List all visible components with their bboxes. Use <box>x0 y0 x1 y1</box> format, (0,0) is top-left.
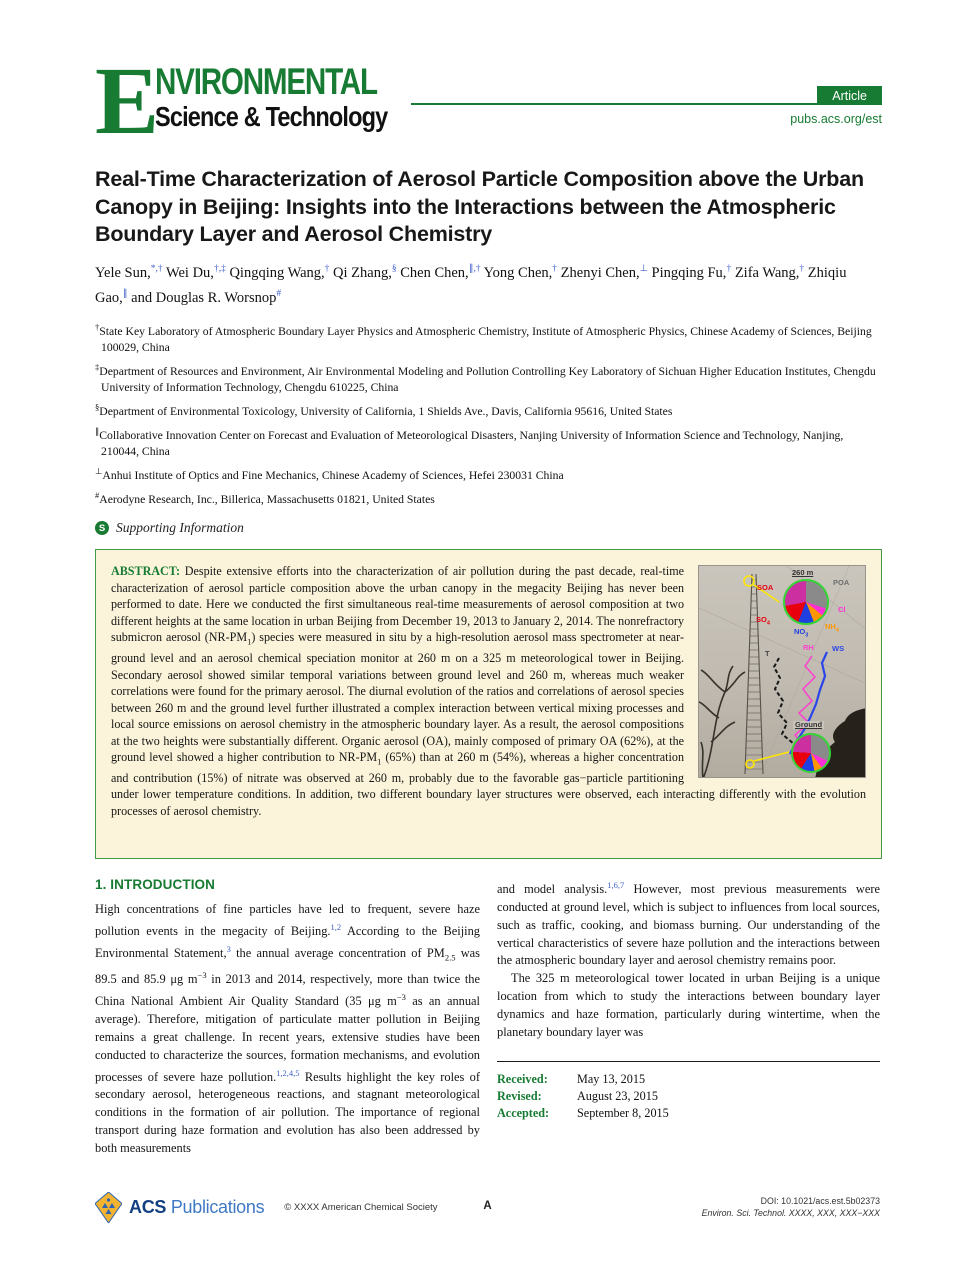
header <box>95 47 882 154</box>
tower-top-marker <box>744 576 754 586</box>
header-right <box>411 58 882 126</box>
doi-text: DOI: 10.1021/acs.est.5b02373 <box>760 1196 880 1206</box>
article-dates <box>497 1061 880 1122</box>
page-title: Real-Time Characterization of Aerosol Particle Composition above the Urban Canopy in Beijing: Insights into the Interactions between the Atmospheric Boundary Layer and Aerosol Chemistry <box>95 167 864 246</box>
acs-publications-logo[interactable] <box>95 1192 264 1223</box>
logo-big-e: E <box>95 47 160 154</box>
affiliation-marker: ⊥ <box>95 466 103 477</box>
label-cl: Cl <box>838 605 846 615</box>
left-column <box>95 877 480 1157</box>
revised-value: August 23, 2015 <box>577 1089 658 1104</box>
received-label: Received: <box>497 1072 548 1087</box>
affiliations <box>95 320 882 508</box>
citation-ref[interactable]: † <box>324 263 330 274</box>
acs-diamond-icon <box>95 1192 122 1223</box>
date-row <box>497 1105 880 1122</box>
affiliation <box>95 488 882 508</box>
intro-paragraph-2: and model analysis.$^{1,6,7}$ However, most previous measurements were conducted at ground level, which is subject to influences from local sources, such as traffic, cooking, and biomass burning. Our understanding of the vertical characteristics of severe haze pollution and the interactions between the atmospheric boundary layer and aerosol chemistry remains poor. <box>497 880 880 968</box>
intro-paragraph-1: High concentrations of fine particles have led to frequent, severe haze pollution events in the megacity of Beijing.$^{1,2}$ According to the Beijing Environmental Statement,$^3$ the annual average concentration of $PM_{2.5}$ was 89.5 and 85.9 μg $m^{-3}$ in 2013 and 2014, respectively, more than twice the China National Ambient Air Quality Standard (35 μg $m^{-3}$ as an annual average). Therefore, mitigation of particulate matter pollution in Beijing remains a great challenge. In recent years, extensive studies have been conducted to characterize the sources, formation mechanisms, and evolution processes of severe haze pollution.$^{1,2,4,5}$ Results highlight the key roles of secondary aerosol, heterogeneous reactions, and stagnant meteorological conditions in the formation of air pollution. The importance of regional transport during haze formation and evolution has also been addressed by both measurements <box>95 902 481 1155</box>
label-nh4: $NH_4$ <box>825 622 839 634</box>
affiliation-text: State Key Laboratory of Atmospheric Boundary Layer Physics and Atmospheric Chemistry, Institute of Atmospheric Physics, Chinese Academy of Sciences, Beijing 100029, China <box>99 325 872 354</box>
citation-ref[interactable]: ⊥ <box>639 263 648 274</box>
accepted-value: September 8, 2015 <box>577 1106 669 1121</box>
label-ground: Ground <box>795 720 823 730</box>
journal-citation: Environ. Sci. Technol. XXXX, XXX, XXX−XXX <box>701 1207 880 1218</box>
abstract-box <box>95 549 882 859</box>
accepted-label: Accepted: <box>497 1106 550 1121</box>
citation-ref[interactable]: †,‡ <box>213 263 226 274</box>
supporting-info-icon: S <box>95 521 109 535</box>
page-letter: A <box>483 1200 492 1212</box>
logo-science-technology: Science & Technology <box>155 101 388 132</box>
supporting-information[interactable] <box>95 520 882 536</box>
publications-text: Publications <box>170 1197 265 1217</box>
affiliation-text: Department of Resources and Environment, Air Environmental Modeling and Pollution Controlling Key Laboratory of Sichuan Higher Education Institutes, Chengdu University of Information Technology, Chengdu 610225, China <box>99 365 876 394</box>
pie-chart-260m <box>783 579 829 625</box>
revised-label: Revised: <box>497 1089 542 1104</box>
affiliation-marker: # <box>95 490 100 501</box>
authors-line: Yele Sun,*,† Wei Du,†,‡ Qingqing Wang,† Qi Zhang,§ Chen Chen,∥,† Yong Chen,† Zhenyi Chen,⊥ Pingqing Fu,† Zifa Wang,† Zhiqiu Gao,∥ and Douglas R. Worsnop# <box>95 263 847 307</box>
affiliation <box>95 320 882 355</box>
pie-chart-ground <box>791 733 831 773</box>
affiliation-marker: † <box>95 322 100 333</box>
affiliation <box>95 360 882 395</box>
tower-ground-marker <box>746 760 754 768</box>
label-t: T <box>765 649 770 659</box>
affiliation <box>95 464 882 484</box>
affiliation <box>95 424 882 459</box>
label-no3: $NO_3$ <box>794 627 809 639</box>
citation-ref[interactable]: # <box>276 289 282 300</box>
citation-ref[interactable]: ∥,† <box>468 263 481 274</box>
citation-ref[interactable]: 3 <box>226 943 231 954</box>
tree-branches <box>699 666 745 778</box>
label-ws: WS <box>832 644 845 654</box>
label-260m: 260 m <box>792 568 814 578</box>
abstract-graphic <box>698 565 866 778</box>
affiliation-marker: § <box>95 402 100 413</box>
copyright-text: © XXXX American Chemical Society <box>284 1202 438 1213</box>
label-so4: $SO_4$ <box>756 615 770 627</box>
date-row <box>497 1071 880 1088</box>
tower <box>745 574 763 774</box>
citation-ref[interactable]: § <box>391 263 397 274</box>
citation-ref[interactable]: 1,2,4,5 <box>276 1067 300 1078</box>
affiliation-text: Anhui Institute of Optics and Fine Mechanics, Chinese Academy of Sciences, Hefei 230031 China <box>102 469 564 483</box>
citation-ref[interactable]: † <box>552 263 558 274</box>
section-heading-introduction: 1. INTRODUCTION <box>95 877 216 893</box>
affiliation <box>95 400 882 420</box>
citation-ref[interactable]: 1,2 <box>330 921 342 932</box>
acs-text: ACS <box>129 1197 167 1217</box>
header-divider <box>411 103 817 105</box>
abstract-body: Despite extensive efforts into the characterization of air pollution during the past decade, real-time characterization of aerosol particle composition above the urban canopy in the megacity Beijing has never been performed to date. Here we conducted the first simultaneous real-time measurements of aerosol composition at two different heights at the same location in urban Beijing from December 19, 2013 to January 2, 2014. The nonrefractory submicron aerosol $(NR-PM_1)$ species were measured in situ by a high-resolution aerosol mass spectrometer at near-ground level and an aerosol chemical speciation monitor at 260 m on a 325 m meteorological tower in Beijing. Secondary aerosol showed similar temporal variations between ground level and 260 m, whereas much weaker correlations were found for the primary aerosol. The diurnal evolution of the ratios and correlations of aerosol species between 260 m and the ground level further illustrated a complex interaction between vertical mixing processes and local source emissions on aerosol chemistry in the atmospheric boundary layer. As a result, the aerosol compositions at the two heights were substantially different. Organic aerosol (OA), mainly composed of primary OA (62%), at the ground level showed a higher contribution to $NR-PM_1$ (65%) than at 260 m (54%), whereas a higher concentration and contribution (15%) of nitrate was observed at 260 m, probably due to the favorable gas−particle partitioning under lower temperature conditions. In addition, two different boundary layer structures were observed, each interacting differently with the evolution processes of aerosol chemistry. <box>111 564 866 818</box>
affiliation-text: Aerodyne Research, Inc., Billerica, Massachusetts 01821, United States <box>99 493 435 507</box>
journal-logo <box>95 47 395 154</box>
label-soa: SOA <box>757 583 774 593</box>
footer <box>95 1192 880 1223</box>
date-row <box>497 1088 880 1105</box>
affiliation-marker: ‡ <box>95 362 100 373</box>
citation-ref[interactable]: ∥ <box>122 289 128 300</box>
affiliation-marker: ∥ <box>95 426 100 437</box>
article-type-badge: Article <box>817 86 882 105</box>
abstract-label: ABSTRACT: <box>111 564 180 579</box>
label-rh: RH <box>803 643 814 653</box>
label-poa: POA <box>833 578 850 588</box>
right-column <box>497 877 880 1157</box>
citation-ref[interactable]: † <box>799 263 805 274</box>
logo-environmental: NVIRONMENTAL <box>155 61 377 102</box>
footer-citation-block <box>702 1196 880 1219</box>
supporting-info-label: Supporting Information <box>116 520 244 536</box>
received-value: May 13, 2015 <box>577 1072 646 1087</box>
journal-url-link[interactable]: pubs.acs.org/est <box>790 112 882 126</box>
citation-ref[interactable]: † <box>726 263 732 274</box>
body-columns <box>95 877 882 1157</box>
affiliation-text: Department of Environmental Toxicology, University of California, 1 Shields Ave., Davis, California 95616, United States <box>99 405 673 419</box>
citation-ref[interactable]: 1,6,7 <box>607 880 625 891</box>
affiliation-text: Collaborative Innovation Center on Forecast and Evaluation of Meteorological Disasters, Nanjing University of Information Science and Technology, Nanjing, 210044, China <box>99 429 844 458</box>
citation-ref[interactable]: *,† <box>150 263 163 274</box>
intro-paragraph-3: The 325 m meteorological tower located in urban Beijing is a unique location from which to study the interactions between boundary layer dynamics and haze formation, particularly during wintertime, when the planetary boundary layer was <box>497 971 880 1039</box>
